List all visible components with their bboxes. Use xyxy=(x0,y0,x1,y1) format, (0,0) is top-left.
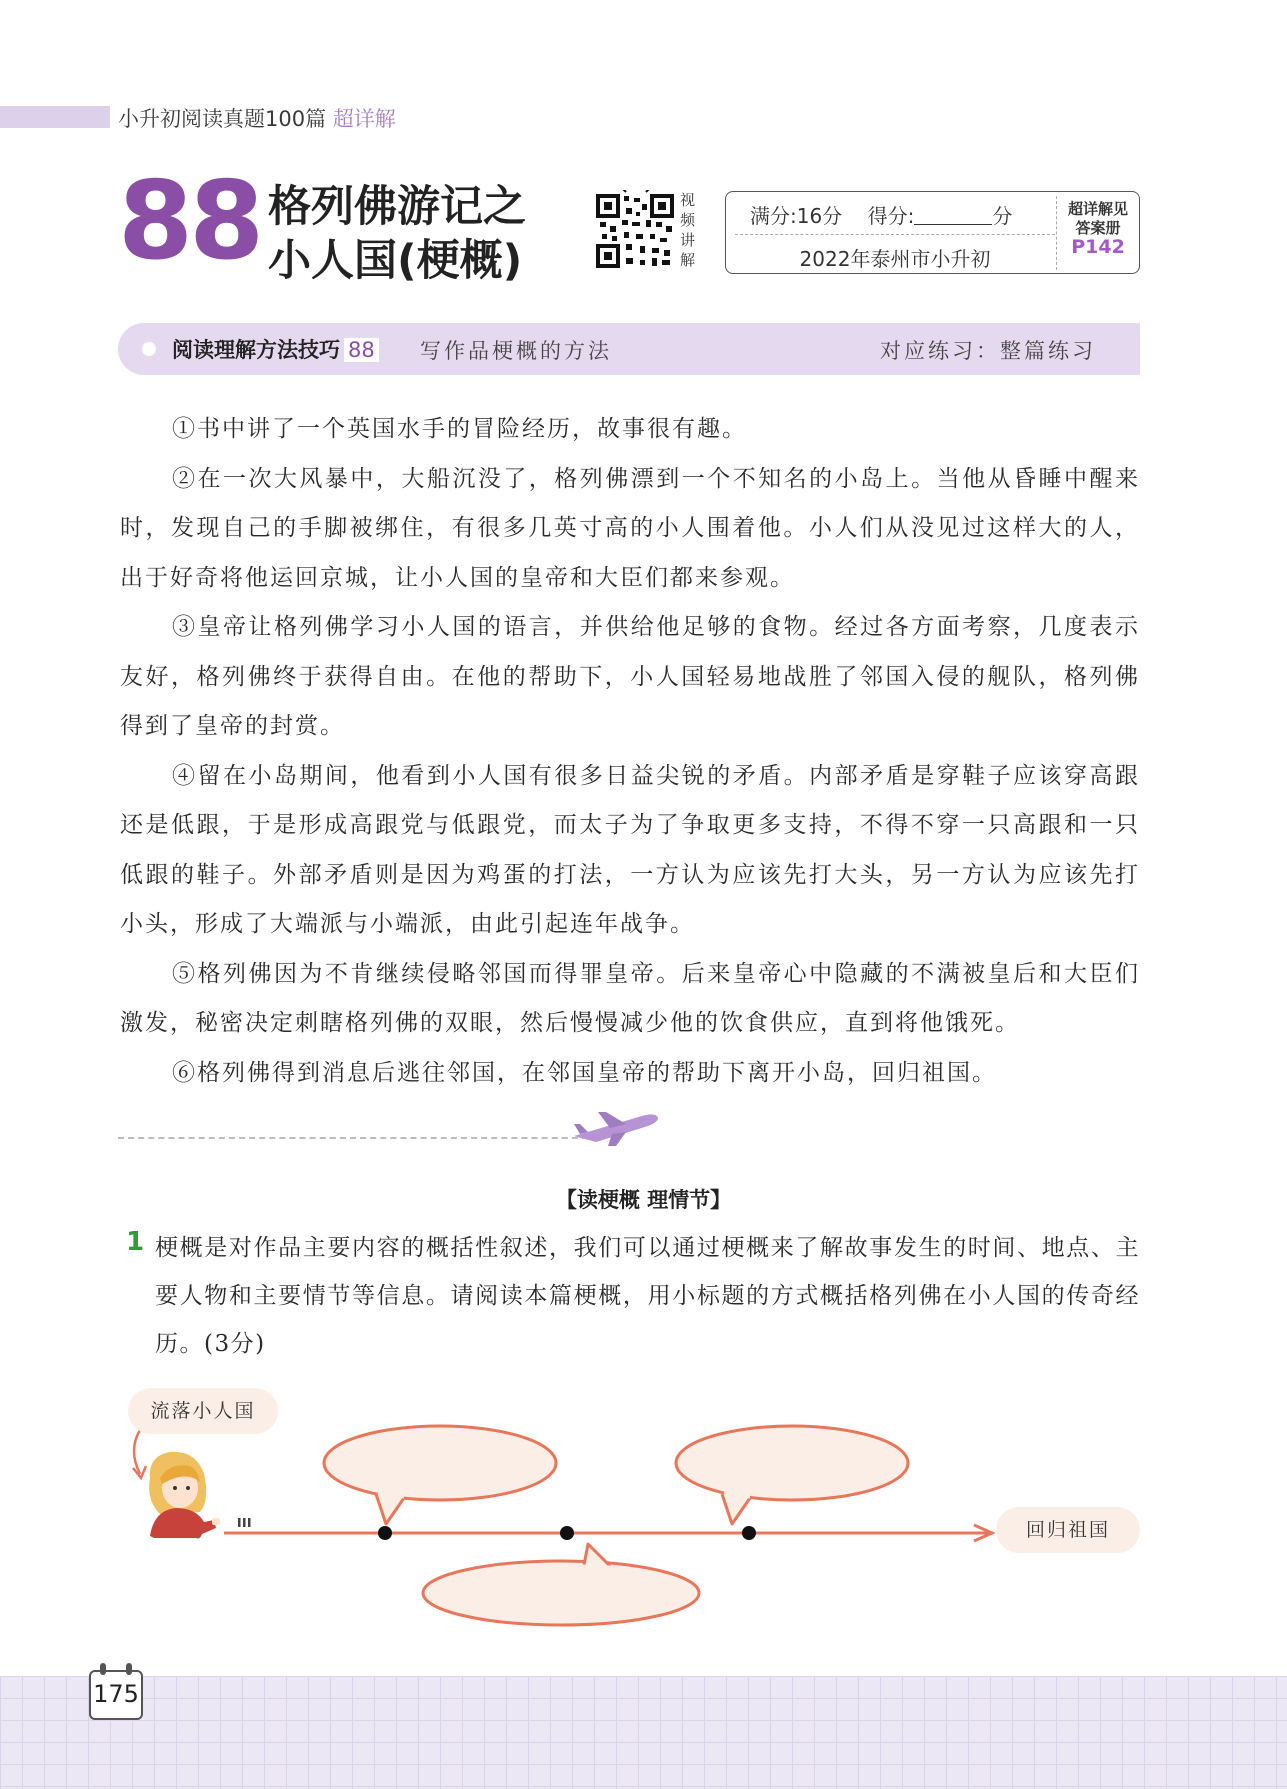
airplane-icon xyxy=(572,1108,662,1148)
lesson-number: 88 xyxy=(118,159,261,284)
lesson-title-line1: 格列佛游记之 xyxy=(268,182,526,232)
method-practice: 对应练习：整篇练习 xyxy=(880,339,1096,363)
answer-page: P142 xyxy=(1071,236,1125,258)
got-score-unit: 分 xyxy=(992,204,1013,228)
timeline-point xyxy=(560,1526,574,1540)
score-line xyxy=(750,200,1012,229)
timeline-end-label: 回归祖国 xyxy=(996,1507,1140,1553)
answer-bubble xyxy=(423,1544,699,1625)
passage-paragraph: ⑥格列佛得到消息后逃往邻国，在邻国皇帝的帮助下离开小岛，回归祖国。 xyxy=(172,1059,997,1086)
lesson-title xyxy=(268,180,526,288)
passage-paragraph: ①书中讲了一个英国水手的冒险经历，故事很有趣。 xyxy=(172,416,747,442)
section-header: 【读梗概 理情节】 xyxy=(555,1188,732,1212)
series-title xyxy=(118,103,396,133)
timeline-point xyxy=(378,1526,392,1540)
series-title-accent: 超详解 xyxy=(332,107,396,131)
full-score: 满分:16分 xyxy=(750,204,843,228)
score-vertical-divider xyxy=(1056,196,1057,270)
timeline-start-label: 流落小人国 xyxy=(128,1388,278,1434)
qr-code-icon[interactable] xyxy=(596,190,676,270)
qr-caption-char: 解 xyxy=(680,251,696,269)
method-topic: 写作品梗概的方法 xyxy=(420,339,612,363)
passage-paragraph: ③皇帝让格列佛学习小人国的语言，并供给他足够的食物。经过各方面考察，几度表示友好，格列佛终于获得自由。在他的帮助下，小人国轻易地战胜了邻国入侵的舰队，格列佛得到了皇帝的封赏。 xyxy=(120,614,1140,739)
qr-caption-char: 频 xyxy=(680,211,696,229)
calendar-ring xyxy=(126,1663,132,1675)
score-divider xyxy=(735,234,1055,235)
answer-bubble xyxy=(324,1426,556,1524)
calendar-ring xyxy=(100,1663,106,1675)
header-bar xyxy=(0,106,110,128)
score-blank-field[interactable] xyxy=(914,206,992,225)
series-title-main: 小升初阅读真题100篇 xyxy=(118,107,327,131)
passage xyxy=(120,405,1140,1098)
passage-paragraph: ⑤格列佛因为不肯继续侵略邻国而得罪皇帝。后来皇帝心中隐藏的不满被皇后和大臣们激发，秘密决定刺瞎格列佛的双眼，然后慢慢减少他的饮食供应，直到将他饿死。 xyxy=(120,960,1140,1036)
qr-caption-char: 视 xyxy=(680,191,696,209)
answer-bubble xyxy=(676,1426,908,1524)
method-label xyxy=(172,334,379,364)
passage-paragraph: ②在一次大风暴中，大船沉没了，格列佛漂到一个不知名的小岛上。当他从昏睡中醒来时，发现自己的手脚被绑住，有很多几英寸高的小人围着他。小人们从没见过这样大的人，出于好奇将他运回京城，让小人国的皇帝和大臣们都来参观。 xyxy=(120,465,1140,591)
dashed-divider xyxy=(118,1137,588,1139)
passage-paragraph: ④留在小岛期间，他看到小人国有很多日益尖锐的矛盾。内部矛盾是穿鞋子应该穿高跟还是低跟，于是形成高跟党与低跟党，而太子为了争取更多支持，不得不穿一只高跟和一只低跟的鞋子。外部矛盾则是因为鸡蛋的打法，一方认为应该先打大头，另一方认为应该先打小头，形成了大端派与小端派，由此引起连年战争。 xyxy=(120,762,1140,937)
timeline-point xyxy=(742,1526,756,1540)
exam-source: 2022年泰州市小升初 xyxy=(799,247,991,271)
got-score-label: 得分: xyxy=(867,204,915,228)
curve-arrow xyxy=(134,1430,140,1474)
qr-caption xyxy=(680,190,700,270)
qr-caption-char: 讲 xyxy=(680,231,696,249)
method-number: 88 xyxy=(344,338,379,362)
bullet-dot-icon xyxy=(142,342,156,356)
answer-line1: 超详解见 xyxy=(1067,200,1128,218)
question-number: 1 xyxy=(126,1227,145,1257)
answer-reference xyxy=(1058,200,1138,257)
method-label-text: 阅读理解方法技巧 xyxy=(172,338,340,362)
tiny-people-icon xyxy=(238,1518,251,1527)
question-text: 梗概是对作品主要内容的概括性叙述，我们可以通过梗概来了解故事发生的时间、地点、主要人物和主要情节等信息。请阅读本篇梗概，用小标题的方式概括格列佛在小人国的传奇经历。(3分) xyxy=(155,1235,1140,1357)
footer-grid xyxy=(0,1676,1287,1789)
answer-line2: 答案册 xyxy=(1075,219,1121,237)
girl-illustration-icon xyxy=(149,1452,220,1539)
page-number: 175 xyxy=(93,1680,139,1708)
lesson-title-line2: 小人国(梗概) xyxy=(268,236,523,286)
